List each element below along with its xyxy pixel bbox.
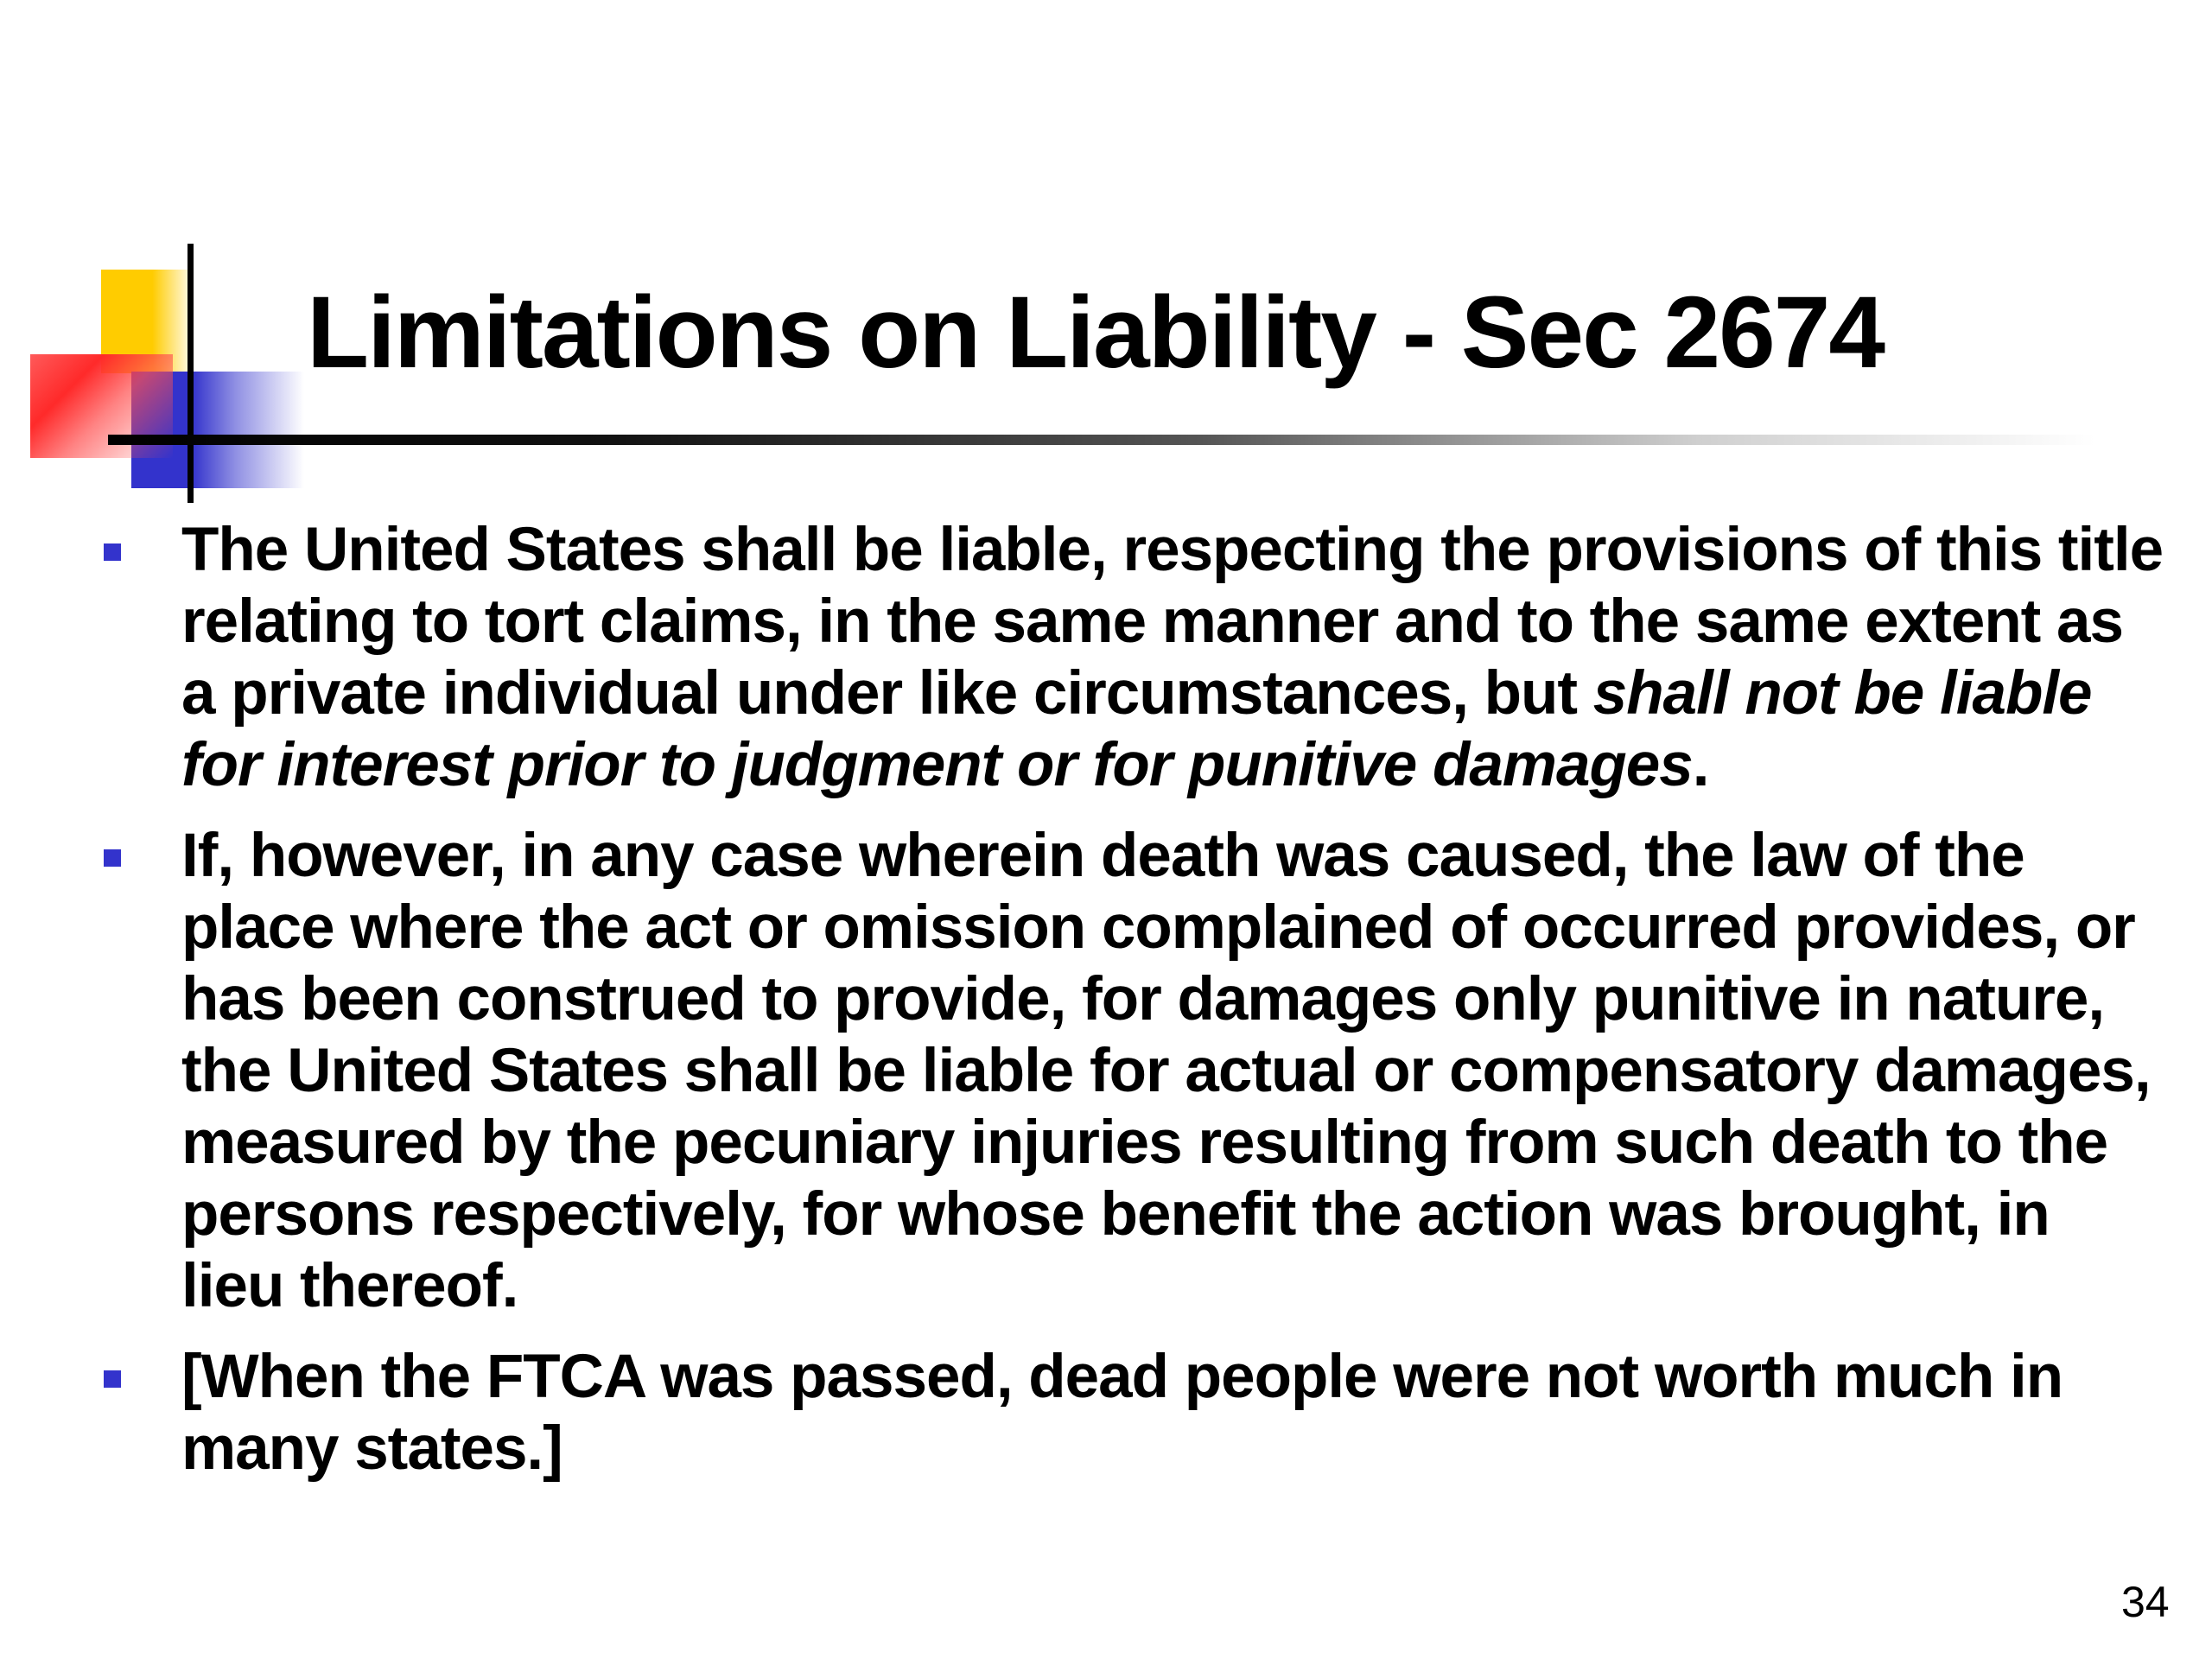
- bullet-item: [0, 1341, 2212, 1484]
- bullet-square-icon: [104, 543, 121, 561]
- bullet-square-icon: [104, 1370, 121, 1388]
- bullet-text: [When the FTCA was passed, dead people were not worth much in many states.]: [181, 1343, 2063, 1483]
- bullet-text: The United States shall be liable, respecting the provisions of this title relating to tort claims, in the same manner and to the same extent as a private individual under like circumstances, but: [181, 516, 2164, 728]
- bullet-text-italic: shall not be liable for interest prior to judgment or for punitive damages: [181, 659, 2092, 799]
- title-underline: [108, 435, 2095, 445]
- logo-vertical-line: [188, 244, 194, 503]
- slide-title: Limitations on Liability - Sec 2674: [307, 276, 1885, 390]
- bullet-item: [0, 820, 2212, 1322]
- bullet-text-end: .: [1692, 731, 1709, 799]
- bullet-item: [0, 514, 2212, 801]
- bullet-square-icon: [104, 849, 121, 867]
- bullet-text: If, however, in any case wherein death was caused, the law of the place where the act or omission complained of occurred provides, or has been construed to provide, for damages only punitive in nature, the United States shall be liable for actual or compensatory damages, measured by the pecuniary injuries resulting from such death to the persons respectively, for whose benefit the action was brought, in lieu thereof.: [181, 822, 2151, 1320]
- page-number: 34: [2121, 1578, 2170, 1626]
- bullet-list: [0, 514, 2212, 1503]
